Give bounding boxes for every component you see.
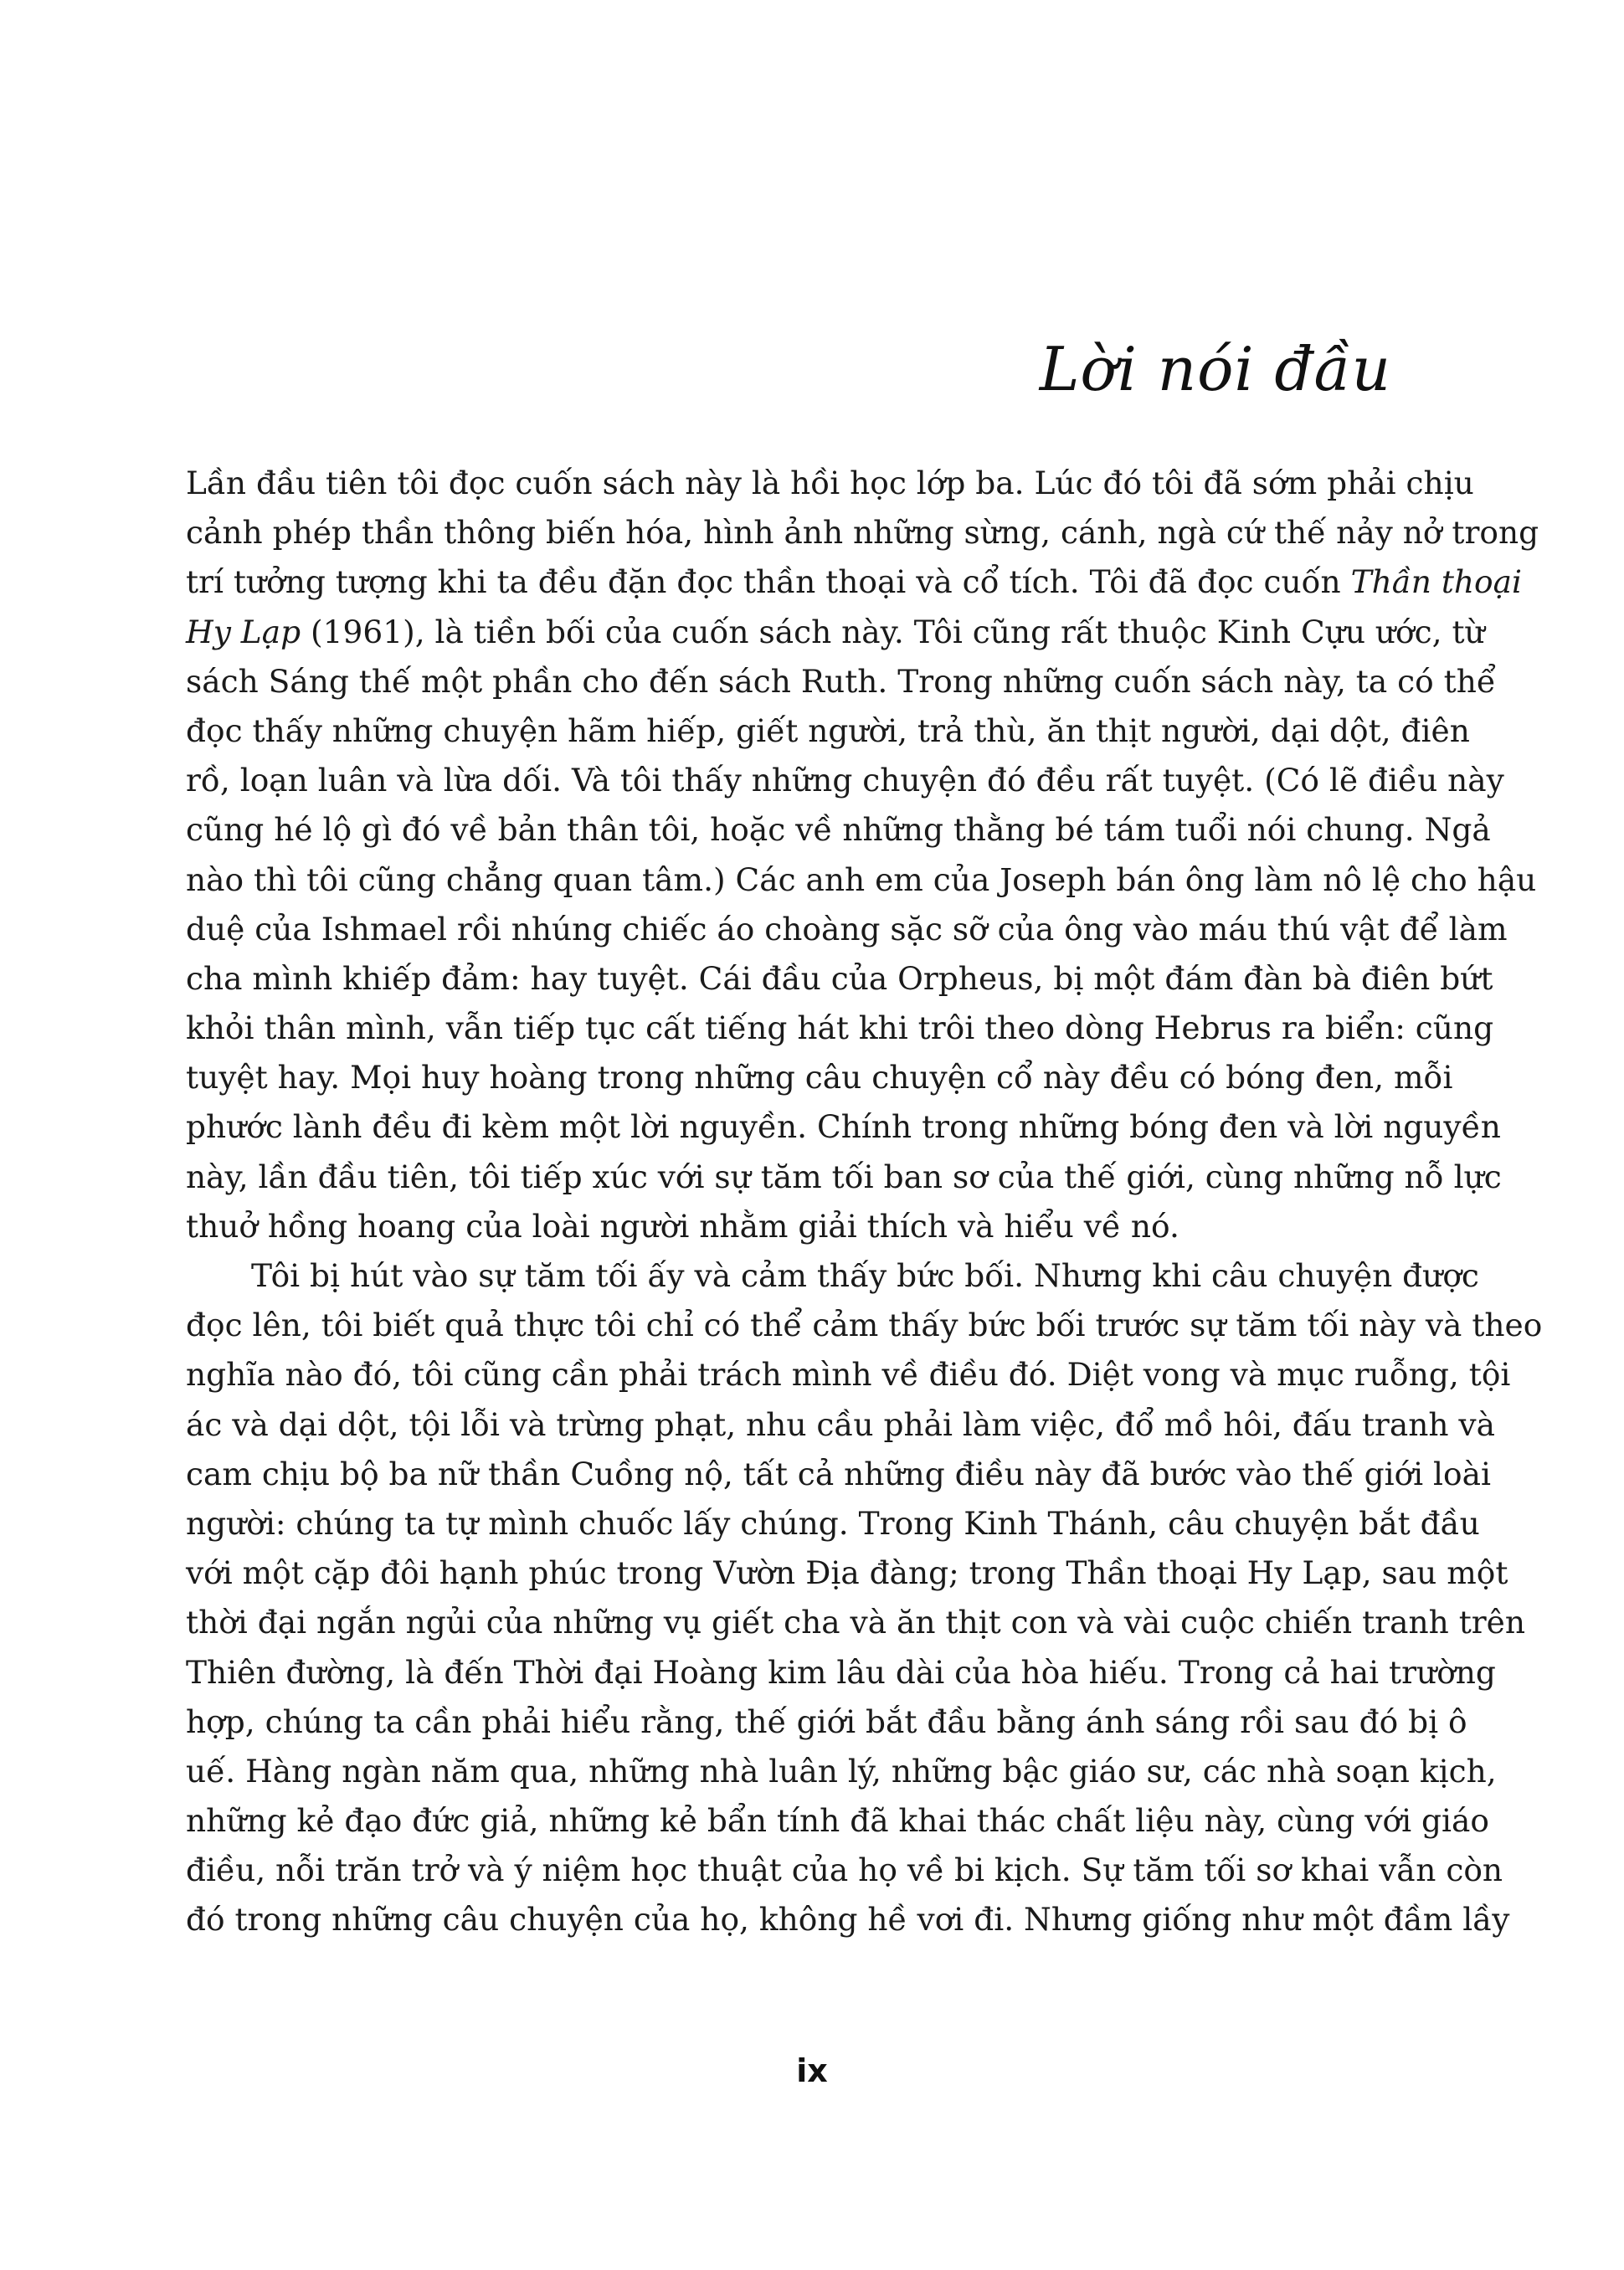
text-line: uế. Hàng ngàn năm qua, những nhà luân lý, những bậc giáo sư, các nhà soạn kịch, — [186, 1752, 1497, 1790]
text-line: tuyệt hay. Mọi huy hoàng trong những câu chuyện cổ này đều có bóng đen, mỗi — [186, 1059, 1453, 1096]
body-text — [186, 459, 1543, 1945]
text-line: khỏi thân mình, vẫn tiếp tục cất tiếng hát khi trôi theo dòng Hebrus ra biển: cũng — [186, 1009, 1494, 1047]
book-title-italic: Thần thoại — [1350, 563, 1522, 601]
text-segment: (1961), là tiền bối của cuốn sách này. Tôi cũng rất thuộc Kinh Cựu ước, từ — [301, 613, 1485, 650]
book-title-italic: Hy Lạp — [186, 613, 301, 650]
text-line: Lần đầu tiên tôi đọc cuốn sách này là hồi học lớp ba. Lúc đó tôi đã sớm phải chịu — [186, 465, 1474, 501]
text-line: đọc thấy những chuyện hãm hiếp, giết người, trả thù, ăn thịt người, dại dột, điên — [186, 711, 1470, 749]
text-line: đọc lên, tôi biết quả thực tôi chỉ có thể cảm thấy bức bối trước sự tăm tối này và theo — [186, 1307, 1543, 1344]
paragraph-2 — [186, 1251, 1543, 1945]
text-line: này, lần đầu tiên, tôi tiếp xúc với sự tăm tối ban sơ của thế giới, cùng những nỗ lực — [186, 1158, 1502, 1195]
paragraph-1 — [186, 459, 1539, 1251]
text-line: Tôi bị hút vào sự tăm tối ấy và cảm thấy bức bối. Nhưng khi câu chuyện được — [251, 1257, 1479, 1294]
chapter-title: Lời nói đầu — [1039, 334, 1391, 404]
text-line: ác và dại dột, tội lỗi và trừng phạt, nhu cầu phải làm việc, đổ mồ hôi, đấu tranh và — [186, 1405, 1495, 1443]
text-line: rồ, loạn luân và lừa dối. Và tôi thấy những chuyện đó đều rất tuyệt. (Có lẽ điều này — [186, 762, 1504, 799]
text-line: Thiên đường, là đến Thời đại Hoàng kim lâu dài của hòa hiếu. Trong cả hai trường — [186, 1653, 1496, 1691]
text-line: hợp, chúng ta cần phải hiểu rằng, thế giới bắt đầu bằng ánh sáng rồi sau đó bị ô — [186, 1702, 1467, 1740]
text-line: sách Sáng thế một phần cho đến sách Ruth. Trong những cuốn sách này, ta có thể — [186, 662, 1496, 700]
text-line: cũng hé lộ gì đó về bản thân tôi, hoặc về những thằng bé tám tuổi nói chung. Ngả — [186, 811, 1491, 849]
text-segment: trí tưởng tượng khi ta đều đặn đọc thần thoại và cổ tích. Tôi đã đọc cuốn — [186, 563, 1351, 601]
text-line: với một cặp đôi hạnh phúc trong Vườn Địa đàng; trong Thần thoại Hy Lạp, sau một — [186, 1554, 1508, 1592]
text-line: đó trong những câu chuyện của họ, không hề vơi đi. Nhưng giống như một đầm lầy — [186, 1901, 1510, 1939]
text-line: cha mình khiếp đảm: hay tuyệt. Cái đầu của Orpheus, bị một đám đàn bà điên bứt — [186, 959, 1493, 997]
text-line — [186, 608, 1485, 657]
text-line: người: chúng ta tự mình chuốc lấy chúng. Trong Kinh Thánh, câu chuyện bắt đầu — [186, 1504, 1480, 1542]
text-line: cảnh phép thần thông biến hóa, hình ảnh những sừng, cánh, ngà cứ thế nảy nở trong — [186, 514, 1539, 552]
text-line: những kẻ đạo đức giả, những kẻ bẩn tính đã khai thác chất liệu này, cùng với giáo — [186, 1802, 1489, 1840]
text-line: thuở hồng hoang của loài người nhằm giải thích và hiểu về nó. — [186, 1207, 1179, 1245]
text-line: thời đại ngắn ngủi của những vụ giết cha và ăn thịt con và vài cuộc chiến tranh trên — [186, 1604, 1526, 1641]
text-line: phước lành đều đi kèm một lời nguyền. Chính trong những bóng đen và lời nguyền — [186, 1108, 1501, 1146]
text-line: cam chịu bộ ba nữ thần Cuồng nộ, tất cả những điều này đã bước vào thế giới loài — [186, 1455, 1491, 1492]
page-number: ix — [796, 2052, 828, 2089]
text-line: duệ của Ishmael rồi nhúng chiếc áo choàng sặc sỡ của ông vào máu thú vật để làm — [186, 910, 1508, 948]
text-line: điều, nỗi trăn trở và ý niệm học thuật của họ về bi kịch. Sự tăm tối sơ khai vẫn còn — [186, 1851, 1503, 1889]
text-line: nào thì tôi cũng chẳng quan tâm.) Các anh em của Joseph bán ông làm nô lệ cho hậu — [186, 860, 1537, 898]
text-line — [186, 557, 1522, 607]
text-line: nghĩa nào đó, tôi cũng cần phải trách mình về điều đó. Diệt vong và mục ruỗng, tội — [186, 1356, 1511, 1394]
